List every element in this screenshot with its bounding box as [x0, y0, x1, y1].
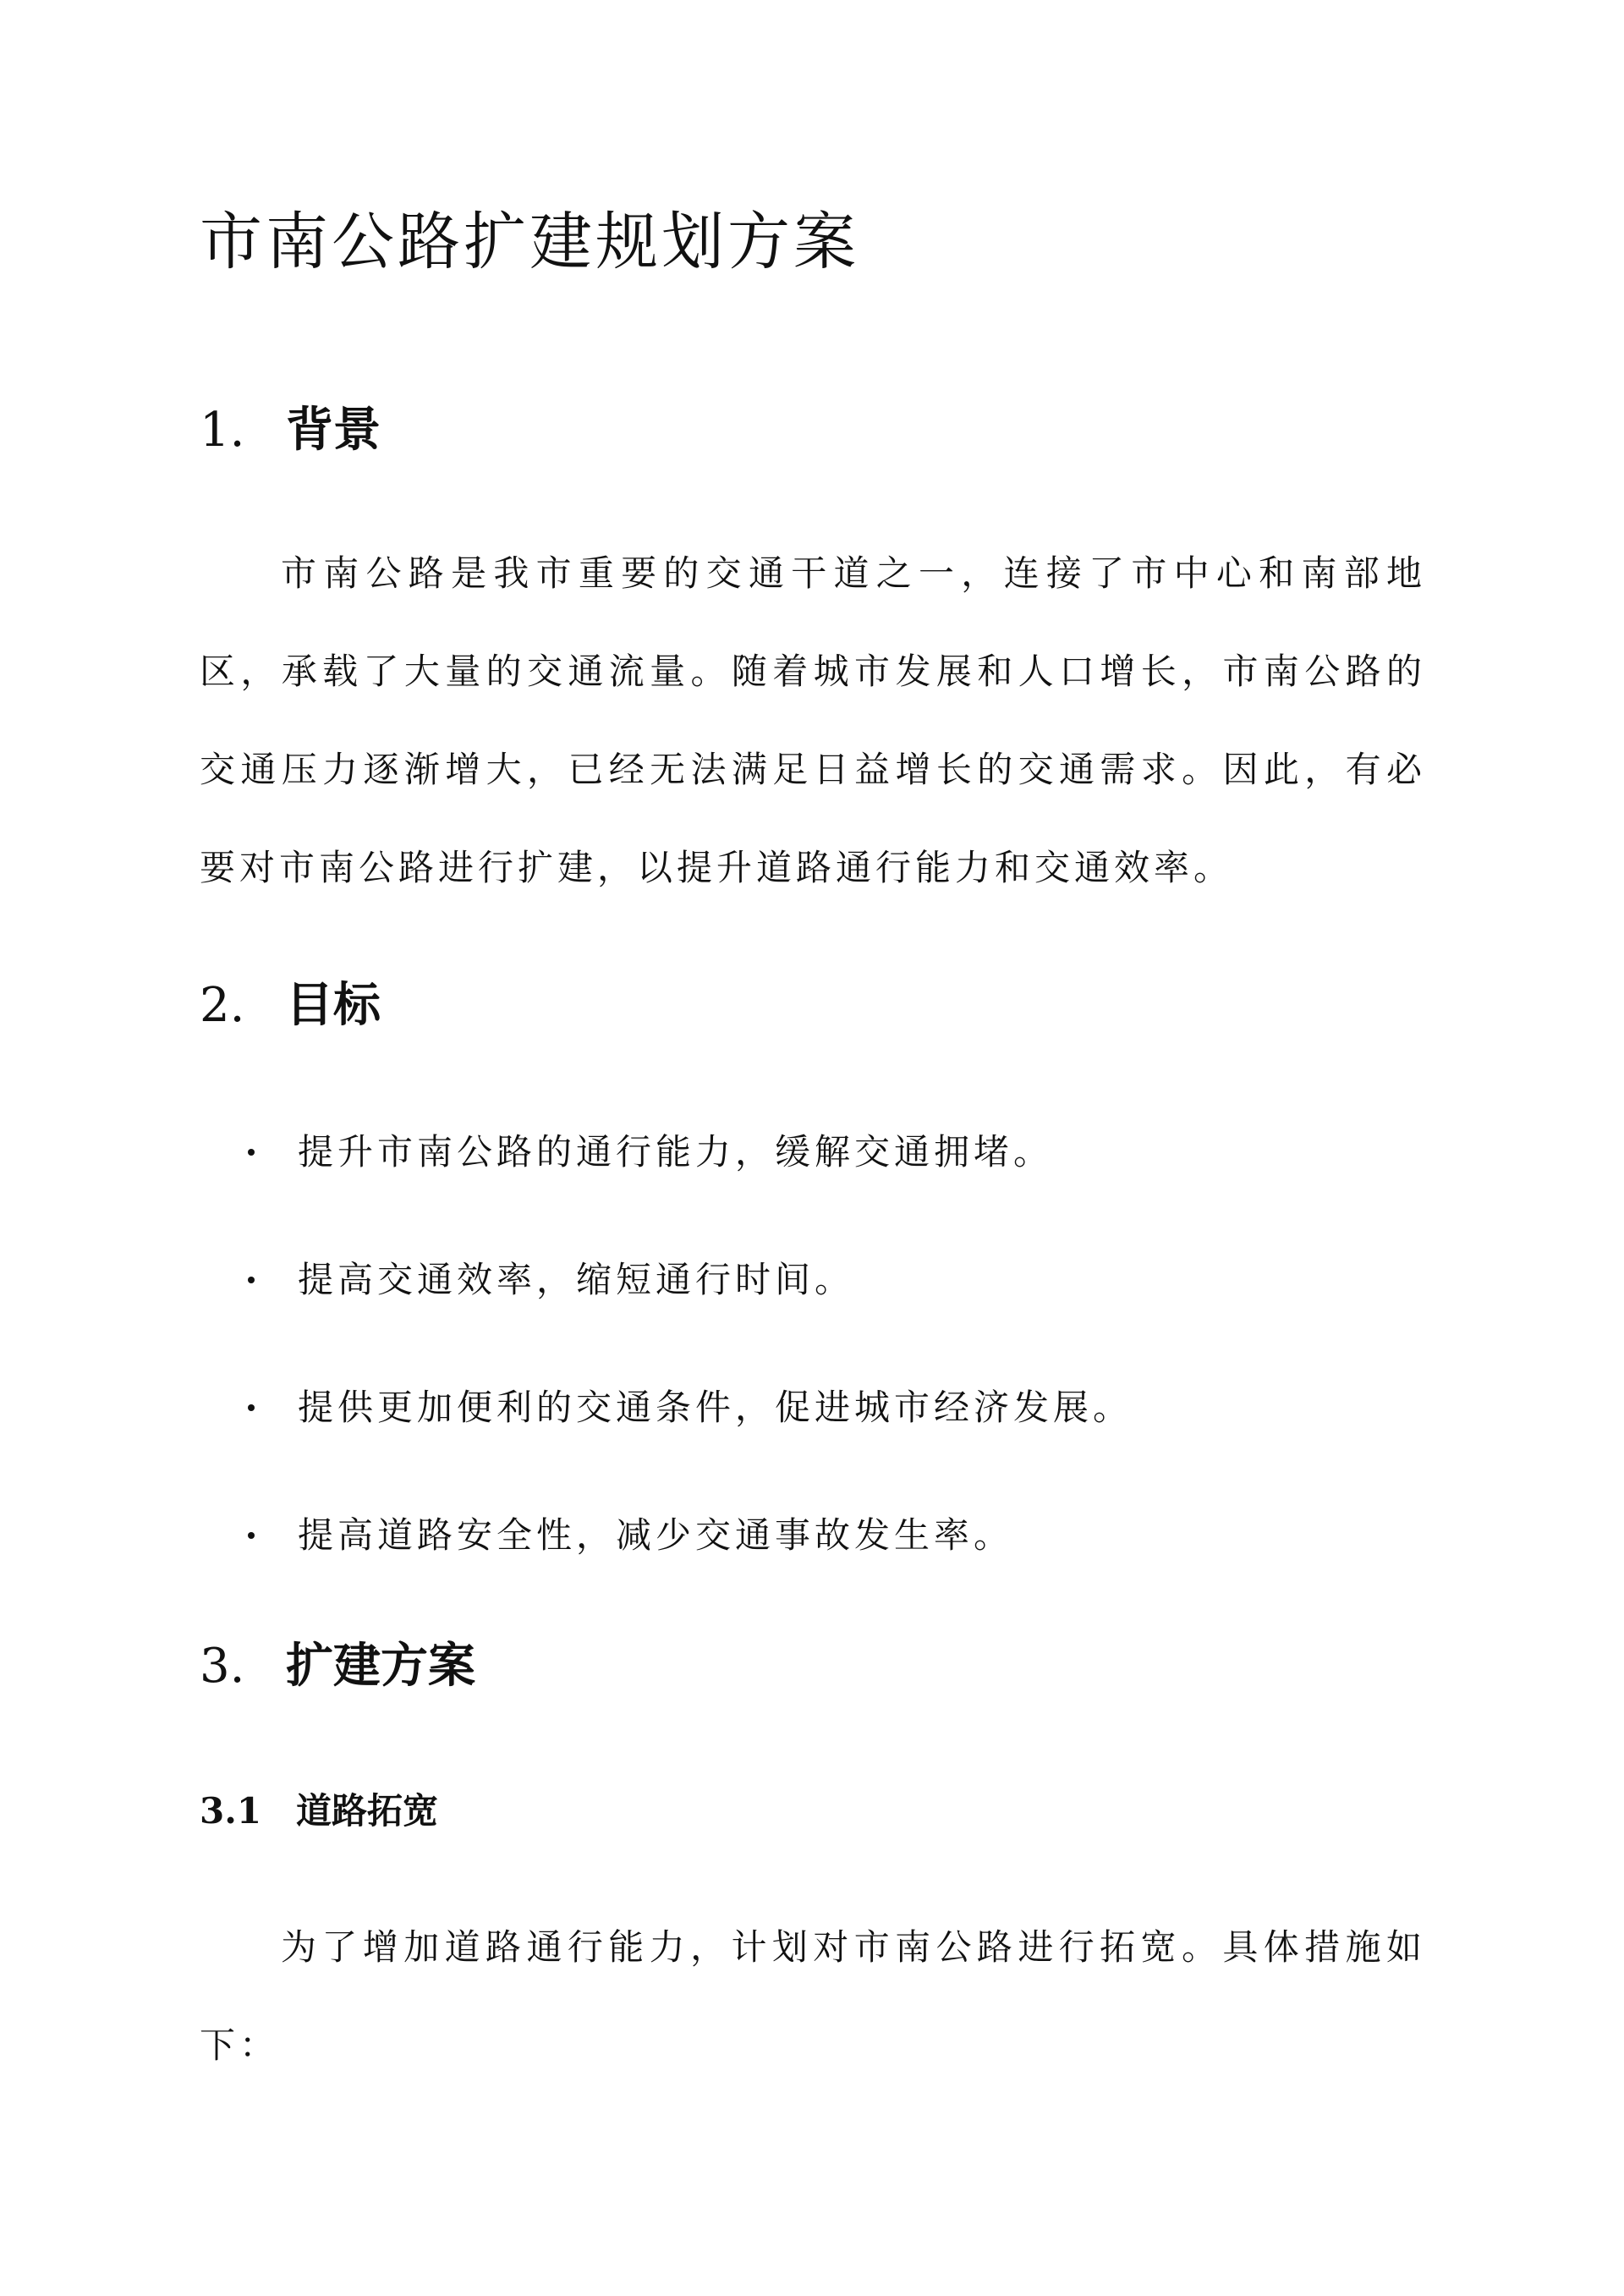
list-item-text: 提高交通效率，缩短通行时间。 — [298, 1259, 855, 1300]
bullet-icon — [248, 1532, 255, 1539]
document-title: 市南公路扩建规划方案 — [200, 206, 859, 278]
list-item — [200, 1493, 1426, 1621]
bullet-icon — [248, 1277, 255, 1283]
section-heading-background — [200, 396, 381, 464]
section-number: 1. — [200, 403, 245, 458]
section-title: 扩建方案 — [286, 1638, 475, 1694]
bullet-icon — [248, 1149, 255, 1156]
road-widening-paragraph: 为了增加道路通行能力，计划对市南公路进行拓宽。具体措施如下： — [200, 1926, 1426, 2066]
section-number: 3. — [200, 1639, 245, 1694]
section-heading-expansion-plan — [200, 1632, 475, 1700]
goals-list — [200, 1110, 1426, 1621]
subsection-number: 3.1 — [200, 1790, 262, 1832]
subsection-title: 道路拓宽 — [296, 1790, 439, 1832]
list-item — [200, 1110, 1426, 1238]
section-number: 2. — [200, 978, 245, 1033]
section-heading-goals — [200, 971, 381, 1040]
bullet-icon — [248, 1404, 255, 1411]
background-paragraph: 市南公路是我市重要的交通干道之一，连接了市中心和南部地区，承载了大量的交通流量。随着城市发展和人口增长，市南公路的交通压力逐渐增大，已经无法满足日益增长的交通需求。因此，有必要对市南公路进行扩建，以提升道路通行能力和交通效率。 — [200, 552, 1426, 888]
list-item — [200, 1238, 1426, 1365]
section-title: 背景 — [286, 402, 381, 458]
list-item-text: 提高道路安全性，减少交通事故发生率。 — [298, 1514, 1014, 1556]
list-item-text: 提升市南公路的通行能力，缓解交通拥堵。 — [298, 1131, 1054, 1173]
list-item-text: 提供更加便利的交通条件，促进城市经济发展。 — [298, 1387, 1133, 1428]
list-item — [200, 1365, 1426, 1493]
section-title: 目标 — [286, 977, 381, 1033]
subsection-heading-road-widening — [200, 1784, 438, 1838]
